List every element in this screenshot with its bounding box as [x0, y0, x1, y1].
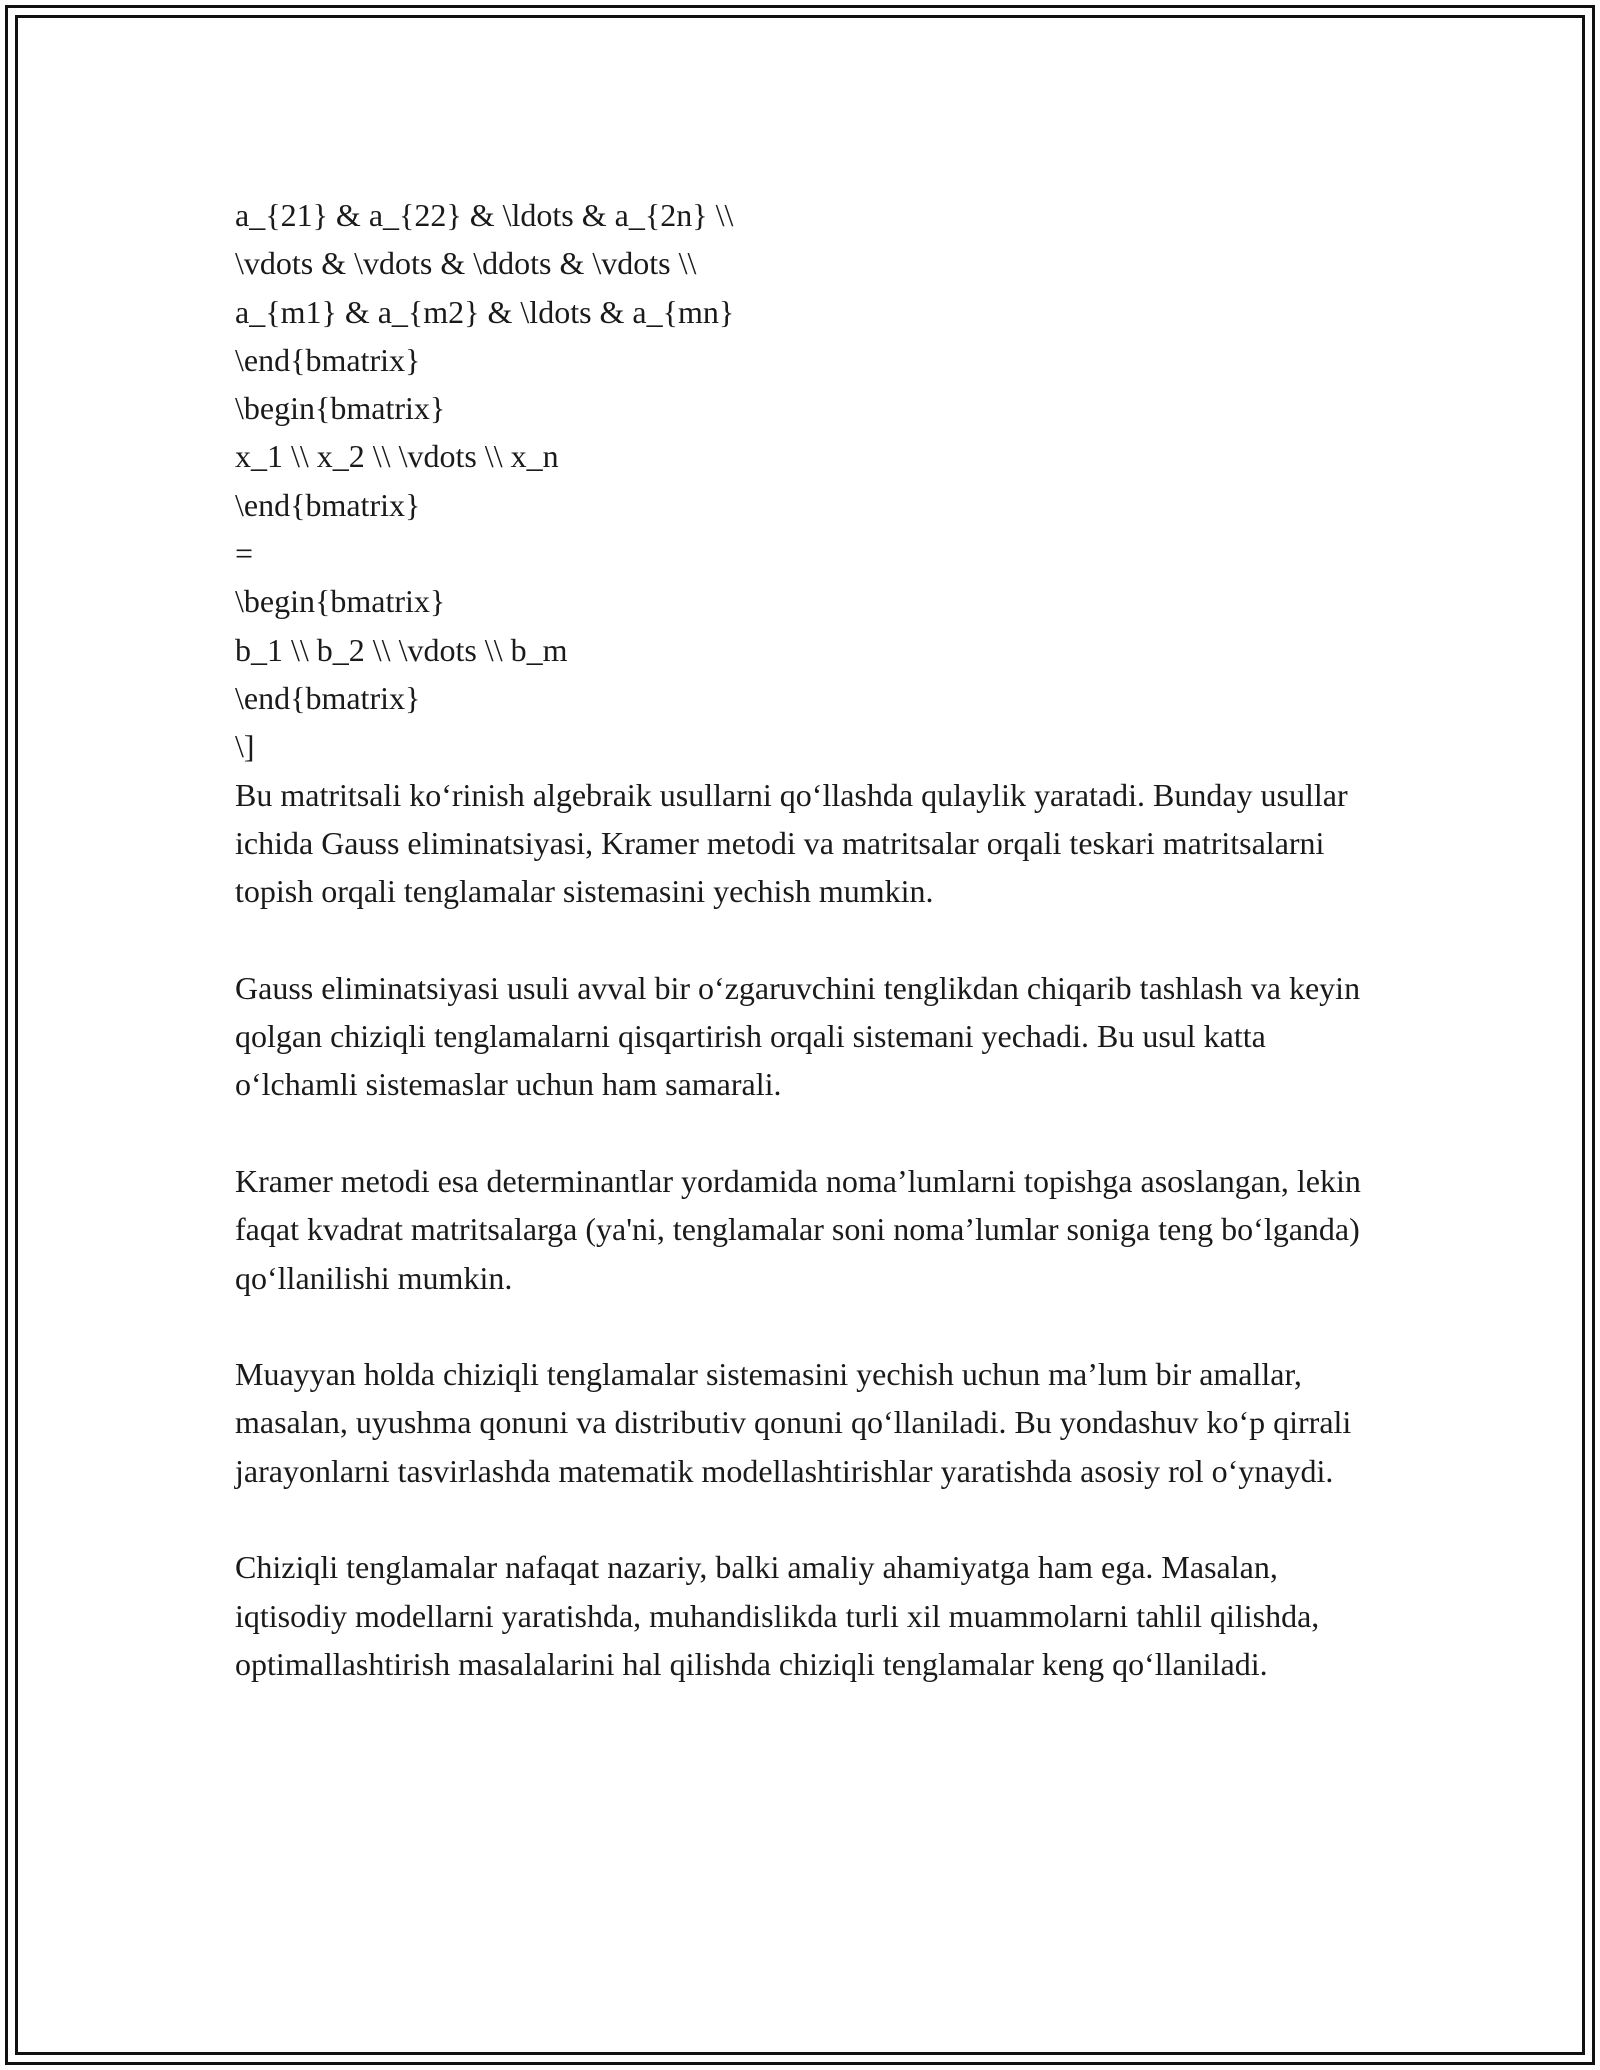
latex-line: a_{m1} & a_{m2} & \ldots & a_{mn} — [235, 293, 735, 330]
latex-line: = — [235, 535, 254, 572]
latex-line: \begin{bmatrix} — [235, 390, 446, 427]
latex-line: \end{bmatrix} — [235, 486, 421, 523]
paragraph-applications: Chiziqli tenglamalar nafaqat nazariy, balki amaliy ahamiyatga ham ega. Masalan, iqtisodiy modellarni yaratishda, muhandislikda turli xil muammolarni tahlil qilishda, optimallashtirish masalalarini hal qilishda chiziqli tenglamalar keng qo‘llaniladi. — [235, 1549, 1320, 1682]
latex-line: \end{bmatrix} — [235, 341, 421, 378]
latex-line: \vdots & \vdots & \ddots & \vdots \\ — [235, 245, 697, 282]
latex-line: b_1 \\ b_2 \\ \vdots \\ b_m — [235, 631, 568, 668]
latex-line: x_1 \\ x_2 \\ \vdots \\ x_n — [235, 438, 559, 475]
paragraph-cramer-method: Kramer metodi esa determinantlar yordamida noma’lumlarni topishga asoslangan, lekin faqat kvadrat matritsalarga (ya'ni, tenglamalar soni noma’lumlar soniga teng bo‘lganda) qo‘llanilishi mumkin. — [235, 1162, 1361, 1296]
latex-matrix-equation — [235, 191, 1385, 771]
paragraph-matrix-form: Bu matritsali ko‘rinish algebraik usullarni qo‘llashda qulaylik yaratadi. Bunday usullar ichida Gauss eliminatsiyasi, Kramer metodi va matritsalar orqali teskari matritsalarni topish orqali tenglamalar sistemasini yechish mumkin. — [235, 776, 1348, 910]
paragraph-algebraic-laws: Muayyan holda chiziqli tenglamalar sistemasini yechish uchun ma’lum bir amallar, masalan, uyushma qonuni va distributiv qonuni qo‘llaniladi. Bu yondashuv ko‘p qirrali jarayonlarni tasvirlashda matematik modellashtirishlar yaratishda asosiy rol o‘ynaydi. — [235, 1356, 1352, 1489]
document-body — [235, 191, 1385, 1688]
latex-line: \begin{bmatrix} — [235, 583, 446, 620]
latex-line: a_{21} & a_{22} & \ldots & a_{2n} \\ — [235, 197, 734, 233]
paragraph-gauss-elimination: Gauss eliminatsiyasi usuli avval bir o‘zgaruvchini tenglikdan chiqarib tashlash va keyin qolgan chiziqli tenglamalarni qisqartirish orqali sistemani yechadi. Bu usul katta o‘lchamli sistemaslar uchun ham samarali. — [235, 969, 1361, 1103]
latex-line: \end{bmatrix} — [235, 679, 421, 716]
latex-line: \] — [235, 728, 255, 765]
